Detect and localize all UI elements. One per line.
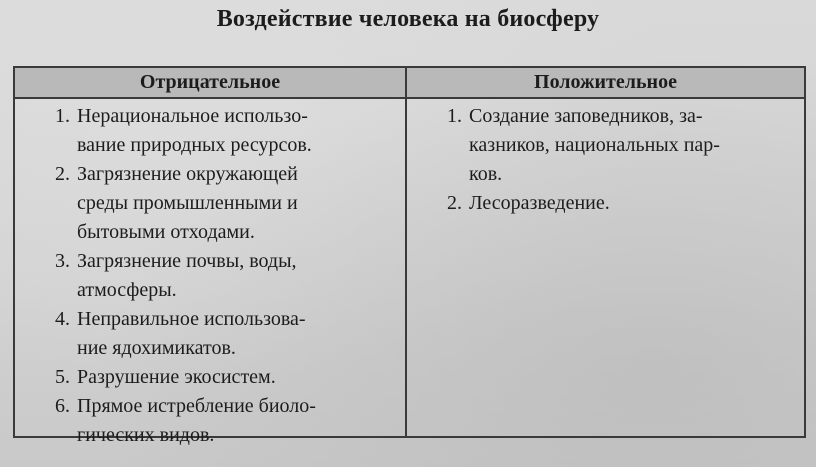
negative-item-number: 2. [55, 163, 70, 185]
negative-item [15, 247, 390, 305]
negative-item-text-line: среды промышленными и [77, 192, 298, 214]
page-title: Воздействие человека на биосферу [216, 6, 600, 32]
negative-item-number: 6. [55, 395, 70, 417]
negative-item-text-line: вание природных ресурсов. [77, 134, 312, 156]
impact-table [13, 66, 806, 446]
positive-list [407, 102, 797, 218]
negative-item-number: 3. [55, 250, 70, 272]
negative-item [15, 305, 390, 363]
negative-item [15, 363, 390, 392]
negative-item-number: 1. [55, 105, 70, 127]
negative-list [15, 102, 390, 450]
negative-item-number: 5. [55, 366, 70, 388]
header-positive: Положительное [534, 71, 677, 93]
positive-item-number: 2. [447, 192, 462, 214]
negative-item-text-line: Загрязнение почвы, воды, [77, 250, 297, 272]
positive-item-text-line: Создание заповедников, за- [469, 105, 703, 127]
positive-item-text-line: ков. [469, 163, 503, 185]
negative-item [15, 392, 390, 450]
header-negative: Отрицательное [139, 71, 281, 93]
negative-item-text-line: Загрязнение окружающей [77, 163, 298, 185]
negative-item-text-line: Разрушение экосистем. [77, 366, 276, 388]
positive-item-text-line: Лесоразведение. [469, 192, 610, 214]
negative-item-text-line: ние ядохимикатов. [77, 337, 236, 359]
negative-item-text-line: бытовыми отходами. [77, 221, 255, 243]
negative-item-text-line: гических видов. [77, 424, 215, 446]
negative-item-text-line: атмосферы. [77, 279, 177, 301]
negative-item-text-line: Неправильное использова- [77, 308, 306, 330]
negative-item [15, 160, 390, 247]
negative-item-text-line: Нерациональное использо- [77, 105, 308, 127]
positive-item-text-line: казников, национальных пар- [469, 134, 720, 156]
negative-item [15, 102, 390, 160]
negative-item-number: 4. [55, 308, 70, 330]
table-header-row [15, 68, 804, 99]
positive-item [407, 102, 797, 189]
positive-item-number: 1. [447, 105, 462, 127]
positive-item [407, 189, 797, 218]
negative-item-text-line: Прямое истребление биоло- [77, 395, 316, 417]
